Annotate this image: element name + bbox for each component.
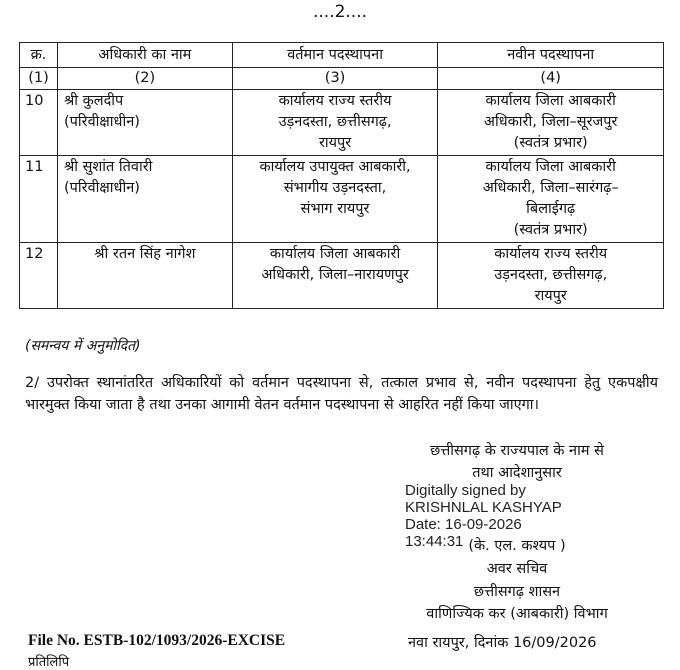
order-paragraph: 2/ उपरोक्त स्थानांतरित अधिकारियों को वर्तमान पदस्थापना से, तत्काल प्रभाव से, नवीन पदस्थापना हेतु एकपक्षीय भारमुक्त किया जाता है तथा उनका आगामी वेतन वर्तमान पदस्थापना से आहरित नहीं किया जाएगा। <box>25 375 658 413</box>
digital-signature-line: Digitally signed by <box>405 482 526 499</box>
digital-signature-line: 13:44:31 <box>405 533 464 550</box>
signatory-name: (के. एल. कश्यप ) <box>468 538 566 554</box>
current-posting-cell <box>232 90 438 156</box>
approval-note: (समन्वय में अनुमोदित) <box>25 338 141 354</box>
table-row <box>20 156 664 243</box>
column-index: (2) <box>57 68 232 90</box>
new-posting-cell <box>438 243 664 309</box>
text-line: अधिकारी, जिला–सूरजपुर <box>483 114 618 130</box>
header-officer-name: अधिकारी का नाम <box>57 43 232 68</box>
row-sno: 11 <box>20 156 58 243</box>
signatory-department: वाणिज्यिक कर (आबकारी) विभाग <box>426 606 608 622</box>
header-new-posting: नवीन पदस्थापना <box>438 43 664 68</box>
signature-order-line: तथा आदेशानुसार <box>472 465 562 481</box>
text-line: अधिकारी, जिला–नारायणपुर <box>261 267 409 283</box>
table-header-row <box>20 43 664 68</box>
text-line: कार्यालय राज्य स्तरीय <box>494 246 608 262</box>
text-line: कार्यालय जिला आबकारी <box>485 159 616 175</box>
text-line: कार्यालय जिला आबकारी <box>269 246 401 262</box>
officer-name-cell <box>57 243 232 309</box>
header-current-posting: वर्तमान पदस्थापना <box>232 43 438 68</box>
officer-name: श्री कुलदीप <box>63 93 124 109</box>
text-line: (स्वतंत्र प्रभार) <box>513 135 588 151</box>
new-posting-cell <box>438 90 664 156</box>
text-line: कार्यालय जिला आबकारी <box>485 93 616 109</box>
column-index: (1) <box>20 68 58 90</box>
officer-status: (परिवीक्षाधीन) <box>63 180 140 196</box>
text-line: उड़नदस्ता, छत्तीसगढ़, <box>494 267 608 283</box>
digital-signature-line: Date: 16-09-2026 <box>405 516 522 533</box>
text-line: अधिकारी, जिला–सारंगढ़– <box>482 180 619 196</box>
officer-name-cell <box>57 90 232 156</box>
text-line: बिलाईगढ़ <box>526 201 576 217</box>
signature-authority-line: छत्तीसगढ़ के राज्यपाल के नाम से <box>430 443 604 459</box>
digital-signature-line: KRISHNLAL KASHYAP <box>405 499 562 516</box>
text-line: (स्वतंत्र प्रभार) <box>513 222 588 238</box>
table-row <box>20 90 664 156</box>
table-row <box>20 243 664 309</box>
text-line: उड़नदस्ता, छत्तीसगढ़, <box>278 114 392 130</box>
officer-status: (परिवीक्षाधीन) <box>63 114 140 130</box>
officer-name: श्री सुशांत तिवारी <box>63 159 153 175</box>
text-line: कार्यालय राज्य स्तरीय <box>278 93 392 109</box>
transfer-table <box>19 42 664 309</box>
text-line: कार्यालय उपायुक्त आबकारी, <box>259 159 411 175</box>
current-posting-cell <box>232 156 438 243</box>
place-and-date: नवा रायपुर, दिनांक 16/09/2026 <box>408 635 597 651</box>
text-line: रायपुर <box>318 135 352 151</box>
column-index-row <box>20 68 664 90</box>
column-index: (3) <box>232 68 438 90</box>
new-posting-cell <box>438 156 664 243</box>
column-index: (4) <box>438 68 664 90</box>
header-sno: क्र. <box>20 43 58 68</box>
signatory-government: छत्तीसगढ़ शासन <box>473 584 561 600</box>
row-sno: 12 <box>20 243 58 309</box>
current-posting-cell <box>232 243 438 309</box>
page-number: ....2.... <box>312 2 368 22</box>
text-line: रायपुर <box>534 288 567 304</box>
copy-heading: प्रतिलिपि <box>28 655 70 670</box>
officer-name-cell <box>57 156 232 243</box>
text-line: संभाग रायपुर <box>300 201 370 217</box>
signatory-designation: अवर सचिव <box>486 561 548 577</box>
text-line: संभागीय उड़नदस्ता, <box>283 180 387 196</box>
officer-name: श्री रतन सिंह नागेश <box>94 246 196 262</box>
row-sno: 10 <box>20 90 58 156</box>
file-number: File No. ESTB-102/1093/2026-EXCISE <box>28 632 286 649</box>
